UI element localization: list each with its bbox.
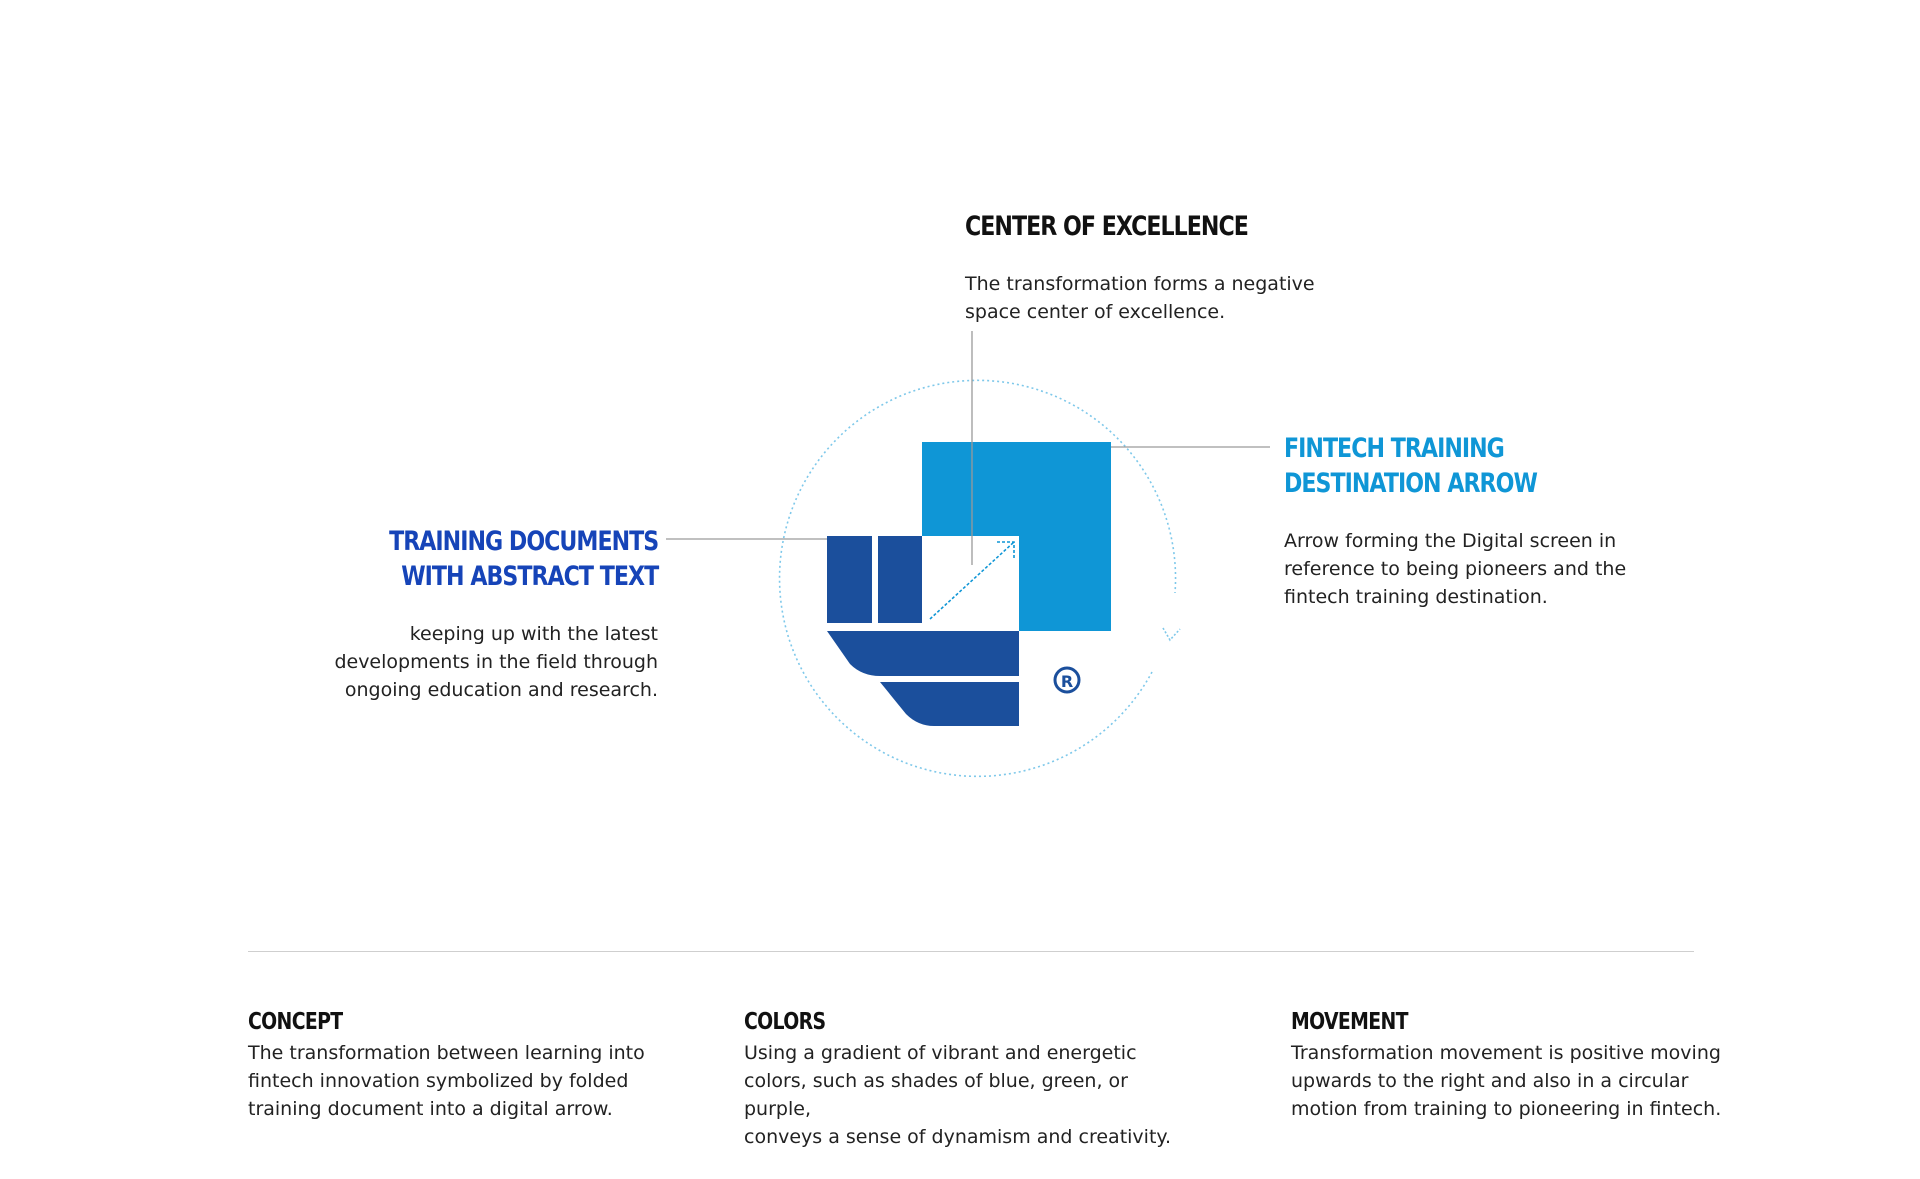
negative-space-center <box>922 536 1019 631</box>
training-docs-title-line1: TRAINING DOCUMENTS <box>388 526 658 557</box>
registered-mark-icon <box>1055 668 1079 692</box>
fintech-arrow-title-line2: DESTINATION ARROW <box>1284 468 1537 499</box>
folded-page-top <box>827 631 1019 676</box>
center-of-excellence-title: CENTER OF EXCELLENCE <box>965 211 1248 242</box>
movement-text: Transformation movement is positive moving upwards to the right and also in a circular motion from training to pioneering in fintech. <box>1291 1042 1722 1120</box>
colors-title: COLORS <box>744 1009 826 1035</box>
circular-motion-arc <box>780 380 1176 776</box>
concept-title: CONCEPT <box>248 1009 343 1035</box>
section-divider <box>248 951 1694 952</box>
colors-column <box>744 1007 1184 1151</box>
fintech-arrow-title-line1: FINTECH TRAINING <box>1284 433 1504 464</box>
fintech-arrow-text: Arrow forming the Digital screen in reference to being pioneers and the fintech training destination. <box>1284 530 1627 608</box>
colors-text: Using a gradient of vibrant and energetic colors, such as shades of blue, green, or purple, conveys a sense of dynamism and creativity. <box>744 1042 1171 1148</box>
concept-column <box>248 1007 688 1123</box>
document-bar-right <box>878 536 922 623</box>
fintech-arrow-title <box>1284 431 1592 501</box>
document-bar-left <box>827 536 872 623</box>
circular-arrowhead-icon <box>1163 628 1180 640</box>
training-docs-title <box>330 524 658 594</box>
training-docs-text: keeping up with the latest developments in the field through ongoing education and research. <box>334 623 658 701</box>
movement-title: MOVEMENT <box>1291 1009 1408 1035</box>
digital-screen-square <box>922 442 1111 631</box>
diagonal-arrowhead-icon <box>997 542 1014 559</box>
diagonal-arrow-line <box>930 542 1014 619</box>
registered-mark-letter: R <box>1060 672 1074 691</box>
concept-text: The transformation between learning into fintech innovation symbolized by folded training document into a digital arrow. <box>248 1042 645 1120</box>
folded-page-bottom <box>880 682 1019 726</box>
movement-column <box>1291 1007 1731 1123</box>
training-docs-title-line2: WITH ABSTRACT TEXT <box>401 561 658 592</box>
center-of-excellence-text: The transformation forms a negative space center of excellence. <box>965 273 1315 323</box>
